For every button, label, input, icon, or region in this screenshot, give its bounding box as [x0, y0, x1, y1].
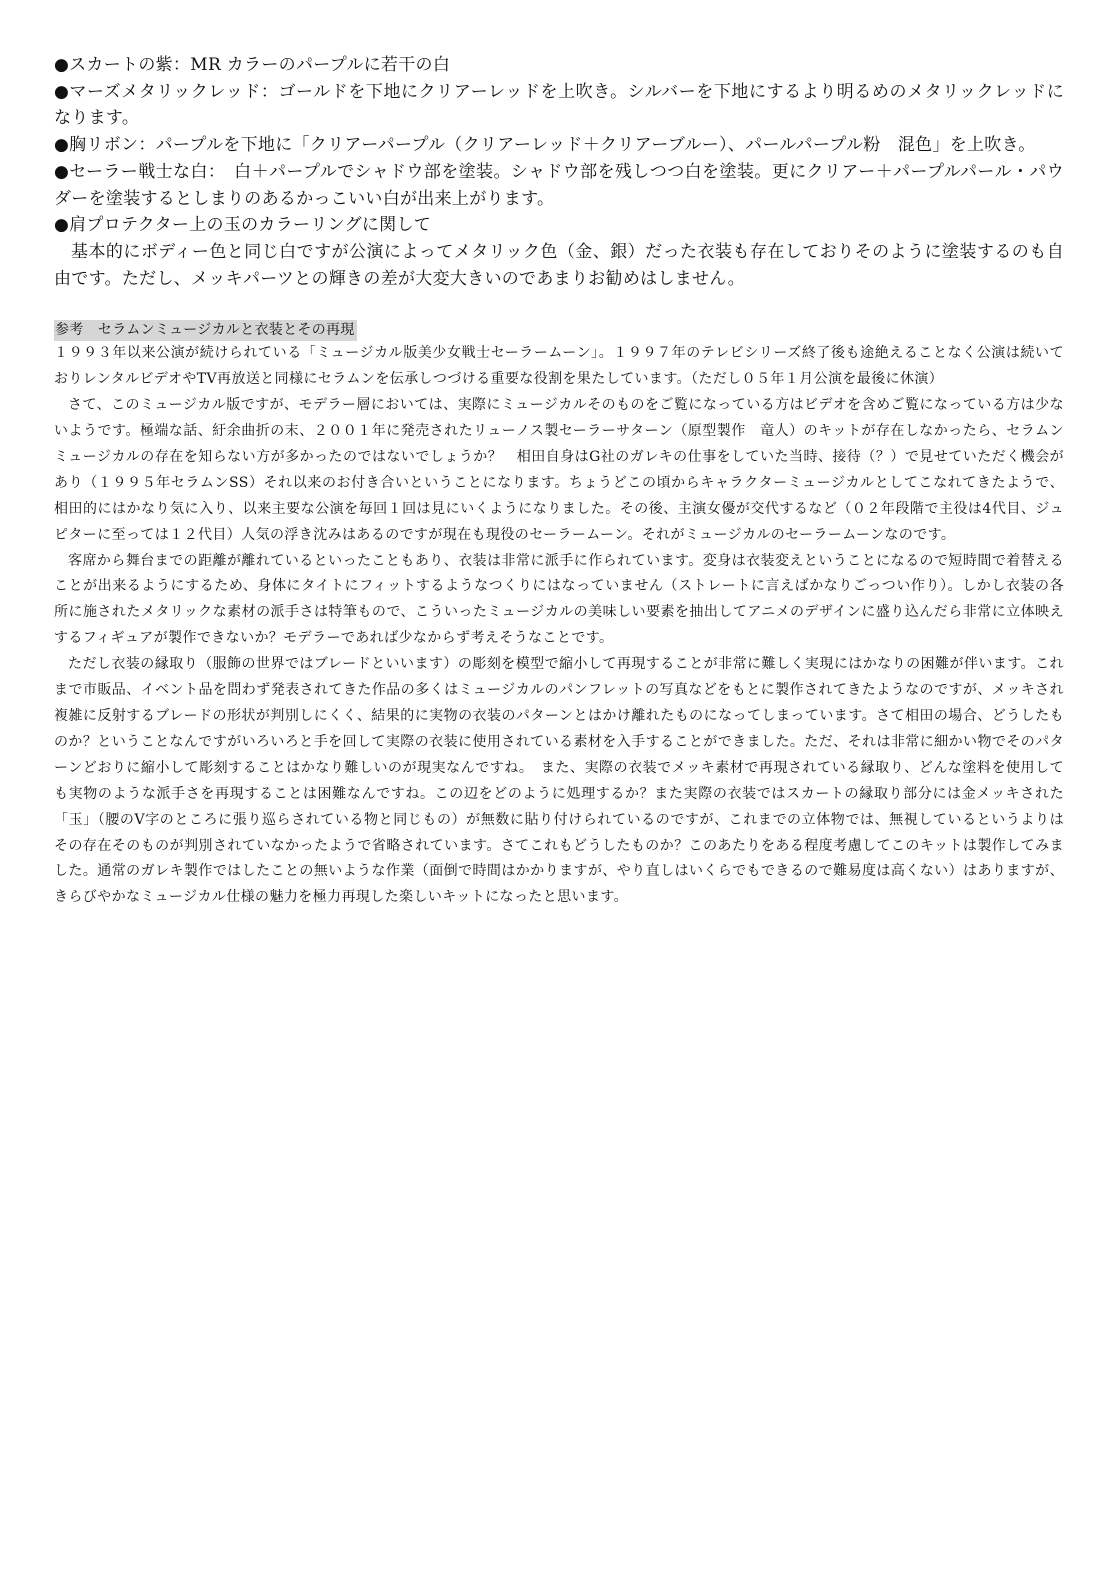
section-heading: 参考 セラムンミュージカルと衣装とその再現 — [54, 320, 357, 341]
note-mars-metallic-red: ●マーズメタリックレッド：ゴールドを下地にクリアーレッドを上吹き。シルバーを下地にするより明るめのメタリックレッドになります。 — [54, 81, 1064, 129]
note-chest-ribbon: ●胸リボン：パープルを下地に「クリアーパープル（クリアーレッド＋クリアーブルー）、パールパープル粉 混色」を上吹き。 — [54, 135, 1036, 156]
essay-paragraph: １９９３年以来公演が続けられている「ミュージカル版美少女戦士セーラームーン」。１９９７年のテレビシリーズ終了後も途絶えることなく公演は続いておりレンタルビデオやTV再放送と同様にセラムンを伝承しつづける重要な役割を果たしています。（ただし０５年１月公演を最後に休演） — [54, 345, 1064, 388]
essay-body — [54, 341, 1064, 911]
page-content — [54, 52, 1064, 911]
note-skirt-purple: ●スカートの紫：MR カラーのパープルに若干の白 — [54, 55, 451, 75]
painting-notes — [54, 52, 1064, 292]
note-shoulder-protector-heading: ●肩プロテクター上の玉のカラーリングに関して — [54, 215, 432, 236]
essay-paragraph: ただし衣装の縁取り（服飾の世界ではブレードといいます）の彫刻を模型で縮小して再現することが非常に難しく実現にはかなりの困難が伴います。これまで市販品、イベント品を問わず発表されてきた作品の多くはミュージカルのパンフレットの写真などをもとに製作されてきたようなのですが、メッキされ複雑に反射するブレードの形状が判別しにくく、結果的に実物の衣装のパターンとはかけ離れたものになってしまっています。さて相田の場合、どうしたものか？ということなんですがいろいろと手を回して実際の衣装に使用されている素材を入手することができました。ただ、それは非常に細かい物でそのパターンどおりに縮小して彫刻することはかなり難しいのが現実なんですね。 また、実際の衣装でメッキ素材で再現されている縁取り、どんな塗料を使用しても実物のような派手さを再現することは困難なんですね。この辺をどのように処理するか？また実際の衣装ではスカートの縁取り部分には金メッキされた「玉」（腰のV字のところに張り巡らされている物と同じもの）が無数に貼り付けられているのですが、これまでの立体物では、無視しているというよりはその存在そのものが判別されていなかったようで省略されています。さてこれもどうしたものか？このあたりをある程度考慮してこのキットは製作してみました。通常のガレキ製作ではしたことの無いような作業（面倒で時間はかかりますが、やり直しはいくらでもできるので難易度は高くない）はありますが、きらびやかなミュージカル仕様の魅力を極力再現した楽しいキットになったと思います。 — [54, 656, 1064, 906]
essay-paragraph: 客席から舞台までの距離が離れているといったこともあり、衣装は非常に派手に作られています。変身は衣装変えということになるので短時間で着替えることが出来るようにするため、身体にタイトにフィットするようなつくりにはなっていません（ストレートに言えばかなりごっつい作り）。しかし衣装の各所に施されたメタリックな素材の派手さは特筆もので、こういったミュージカルの美味しい要素を抽出してアニメのデザインに盛り込んだら非常に立体映えするフィギュアが製作できないか？モデラーであれば少なからず考えそうなことです。 — [54, 552, 1064, 647]
note-shoulder-protector-body: 基本的にボディー色と同じ白ですが公演によってメタリック色（金、銀）だった衣装も存在しておりそのように塗装するのも自由です。ただし、メッキパーツとの輝きの差が大変大きいのであまりお勧めはしません。 — [54, 241, 1064, 289]
essay-paragraph: さて、このミュージカル版ですが、モデラー層においては、実際にミュージカルそのものをご覧になっている方はビデオを含めご覧になっている方は少ないようです。極端な話、紆余曲折の末、２００１年に発売されたリューノス製セーラーサターン（原型製作 竜人）のキットが存在しなかったら、セラムンミュージカルの存在を知らない方が多かったのではないでしょうか？ 相田自身はG社のガレキの仕事をしていた当時、接待（？）で見せていただく機会があり（１９９５年セラムンSS）それ以来のお付き合いということになります。ちょうどこの頃からキャラクターミュージカルとしてこなれてきたようで、相田的にはかなり気に入り、以来主要な公演を毎回１回は見にいくようになりました。その後、主演女優が交代するなど（０２年段階で主役は4代目、ジュピターに至っては１２代目）人気の浮き沈みはあるのですが現在も現役のセーラームーン。それがミュージカルのセーラームーンなのです。 — [54, 397, 1064, 543]
note-sailor-white: ●セーラー戦士な白： 白＋パープルでシャドウ部を塗装。シャドウ部を残しつつ白を塗装。更にクリアー＋パープルパール・パウダーを塗装するとしまりのあるかっこいい白が出来上がります。 — [54, 161, 1064, 209]
reference-section — [54, 319, 1064, 911]
